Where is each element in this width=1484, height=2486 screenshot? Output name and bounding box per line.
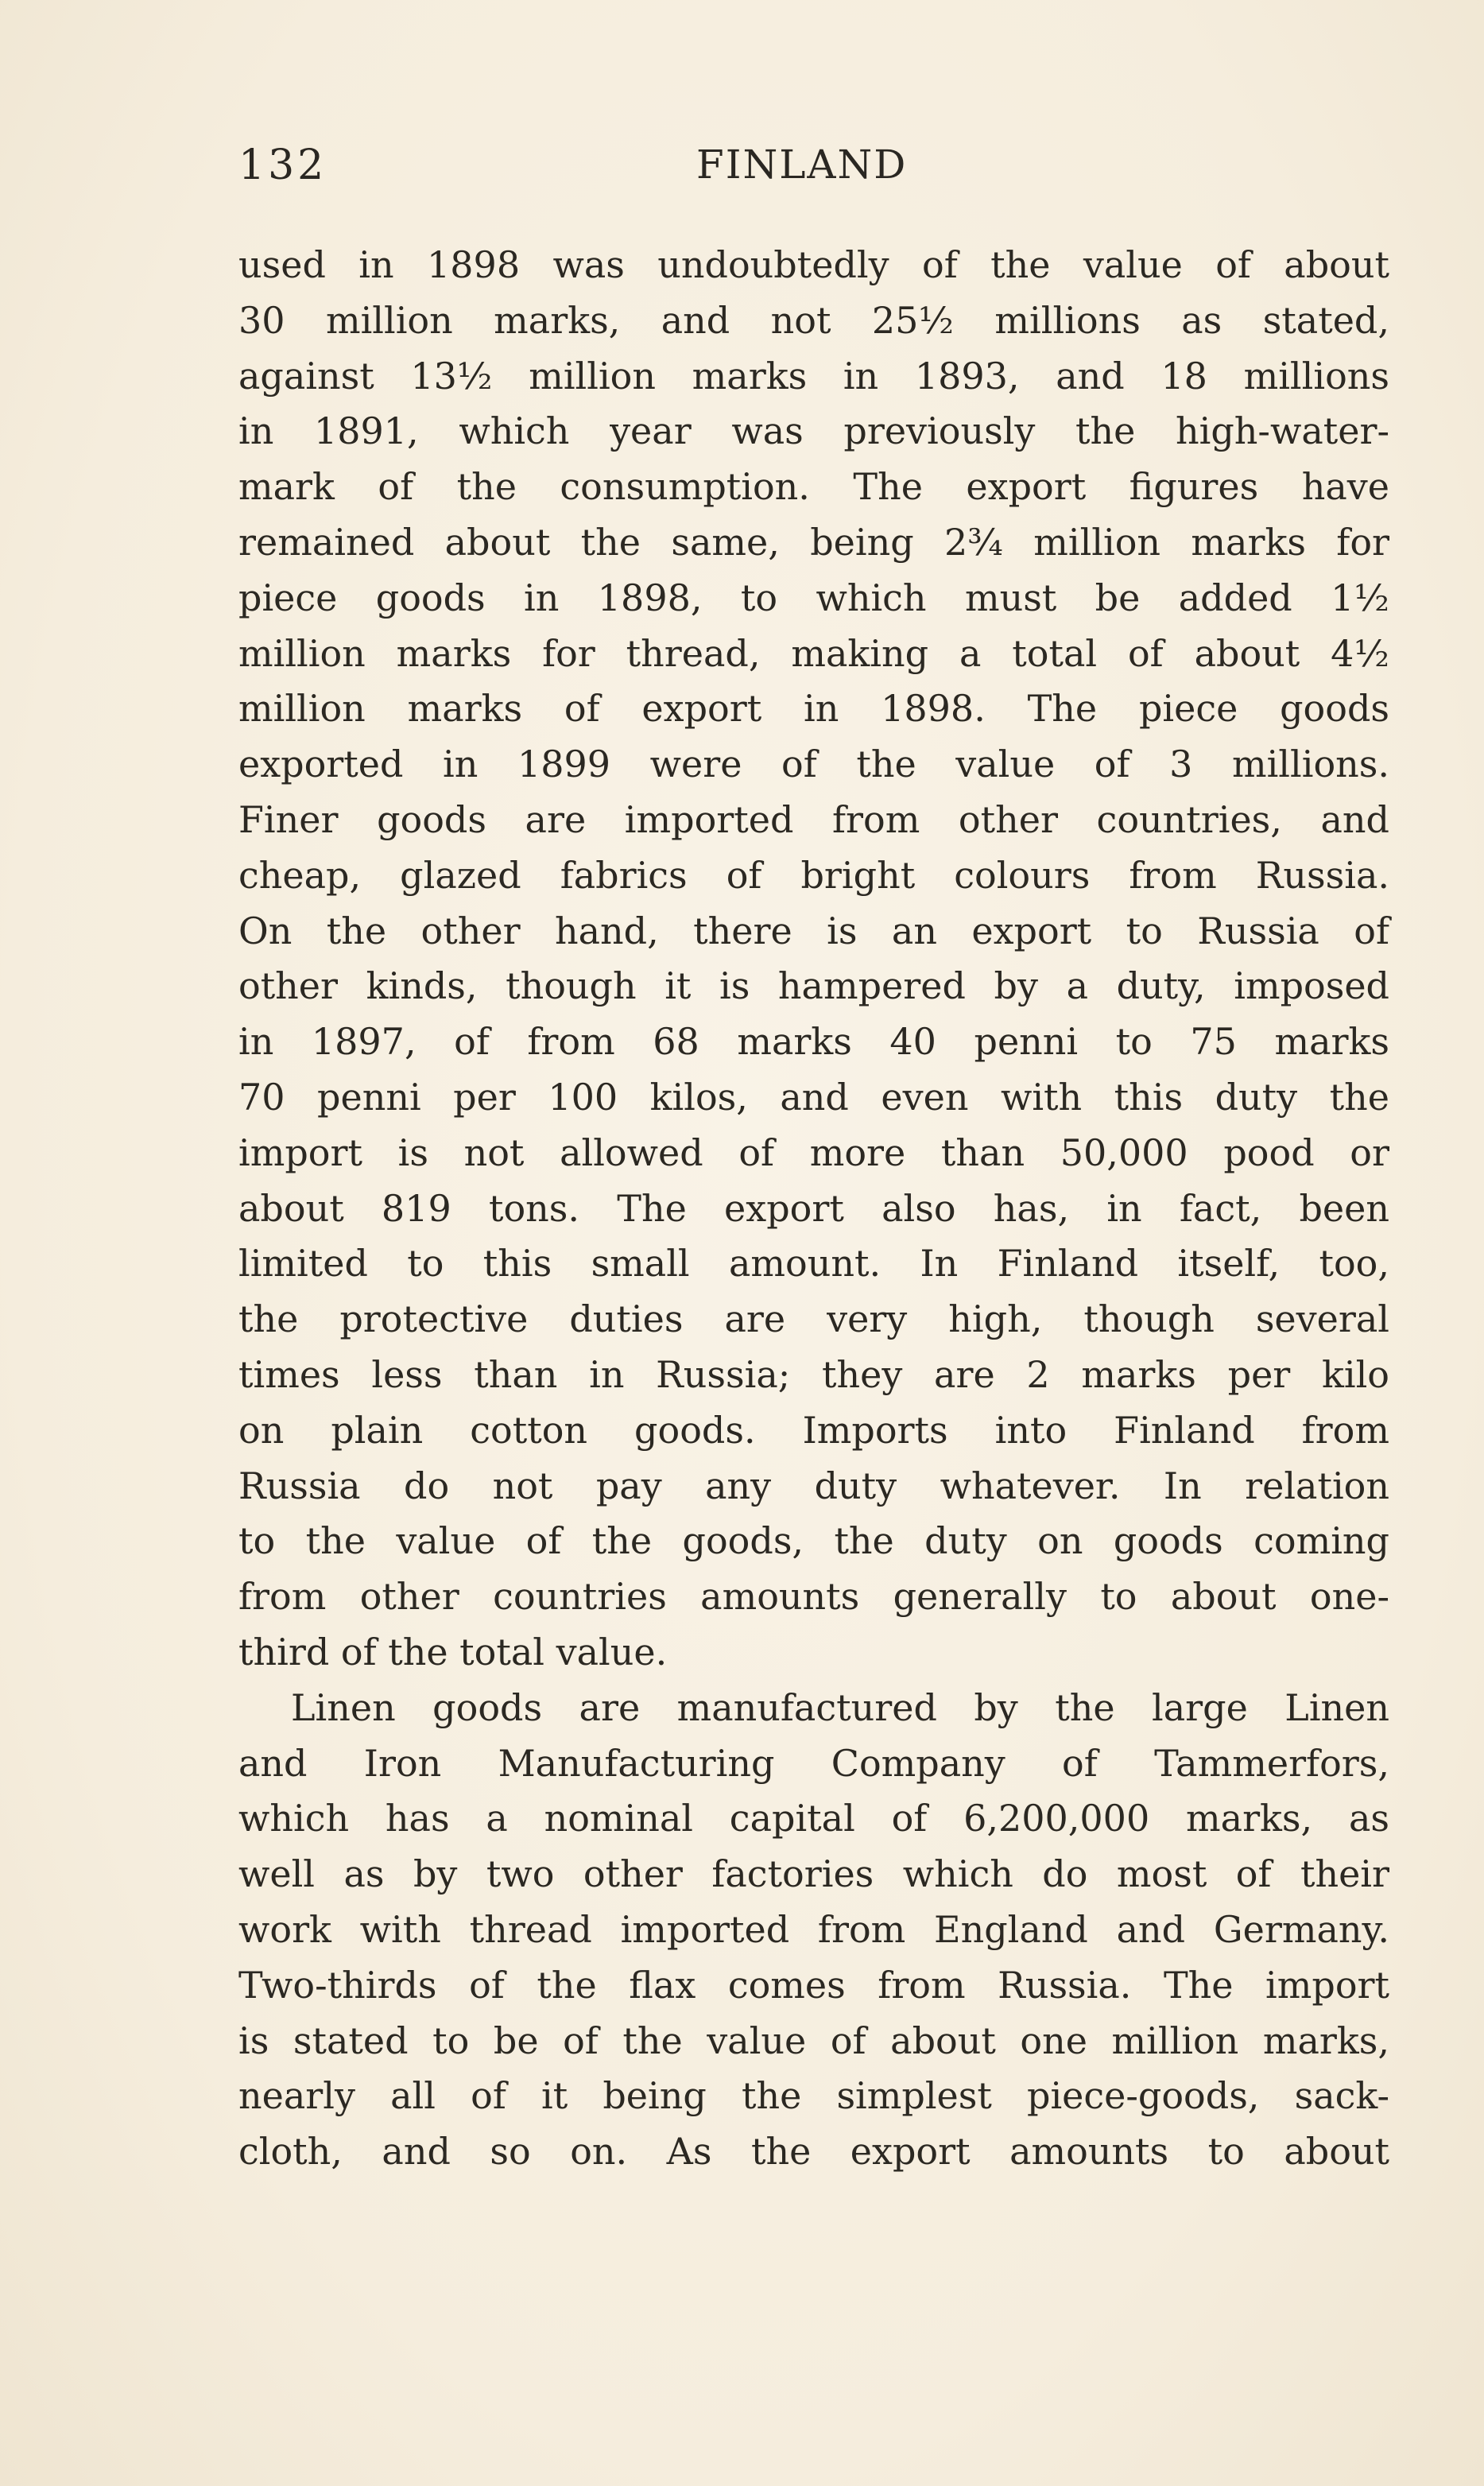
text-line: cloth, and so on. As the export amounts to about xyxy=(238,2130,1389,2174)
text-line: is stated to be of the value of about one million marks, xyxy=(238,2019,1389,2062)
page-header xyxy=(238,142,1391,205)
text-line: import is not allowed of more than 50,000 pood or xyxy=(238,1131,1389,1174)
text-line: cheap, glazed fabrics of bright colours from Russia. xyxy=(238,853,1389,897)
running-head: FINLAND xyxy=(696,142,908,188)
text-line: the protective duties are very high, though several xyxy=(238,1297,1389,1341)
text-line: limited to this small amount. In Finland itself, too, xyxy=(238,1242,1389,1286)
text-line: used in 1898 was undoubtedly of the value of about xyxy=(238,243,1389,286)
text-line: other kinds, though it is hampered by a duty, imposed xyxy=(238,964,1389,1008)
text-line: Two-thirds of the flax comes from Russia. The import xyxy=(238,1963,1389,2007)
text-line: 70 penni per 100 kilos, and even with this duty the xyxy=(238,1075,1389,1119)
text-line: exported in 1899 were of the value of 3 millions. xyxy=(238,743,1389,786)
text-line: 30 million marks, and not 25½ millions as stated, xyxy=(238,298,1389,342)
text-line: against 13½ million marks in 1893, and 18 millions xyxy=(238,354,1389,398)
text-line: in 1897, of from 68 marks 40 penni to 75 marks xyxy=(238,1020,1389,1064)
text-line: Linen goods are manufactured by the large Linen xyxy=(291,1685,1389,1729)
text-line: nearly all of it being the simplest piece-goods, sack- xyxy=(238,2074,1389,2118)
page-number: 132 xyxy=(238,142,327,189)
text-line: mark of the consumption. The export figures have xyxy=(238,465,1389,509)
text-line: about 819 tons. The export also has, in fact, been xyxy=(238,1186,1389,1230)
text-line: and Iron Manufacturing Company of Tammerfors, xyxy=(238,1741,1389,1785)
text-line: third of the total value. xyxy=(238,1630,668,1673)
text-line: which has a nominal capital of 6,200,000 marks, as xyxy=(238,1797,1389,1840)
text-line: On the other hand, there is an export to Russia of xyxy=(238,909,1389,952)
text-line: times less than in Russia; they are 2 marks per kilo xyxy=(238,1352,1389,1396)
text-line: Finer goods are imported from other countries, and xyxy=(238,797,1389,841)
text-line: work with thread imported from England and Germany. xyxy=(238,1907,1389,1951)
body-text xyxy=(238,238,1389,2180)
text-line: to the value of the goods, the duty on goods coming xyxy=(238,1519,1389,1563)
text-line: Russia do not pay any duty whatever. In relation xyxy=(238,1464,1389,1507)
text-line: piece goods in 1898, to which must be added 1½ xyxy=(238,576,1389,619)
text-line: million marks for thread, making a total of about 4½ xyxy=(238,631,1389,675)
text-line: on plain cotton goods. Imports into Finland from xyxy=(238,1408,1389,1452)
text-line: in 1891, which year was previously the high-water- xyxy=(238,409,1389,453)
text-line: million marks of export in 1898. The piece goods xyxy=(238,687,1389,731)
text-line: remained about the same, being 2¾ million marks for xyxy=(238,520,1389,564)
text-line: from other countries amounts generally to about one- xyxy=(238,1575,1389,1619)
text-line: well as by two other factories which do most of their xyxy=(238,1852,1389,1896)
